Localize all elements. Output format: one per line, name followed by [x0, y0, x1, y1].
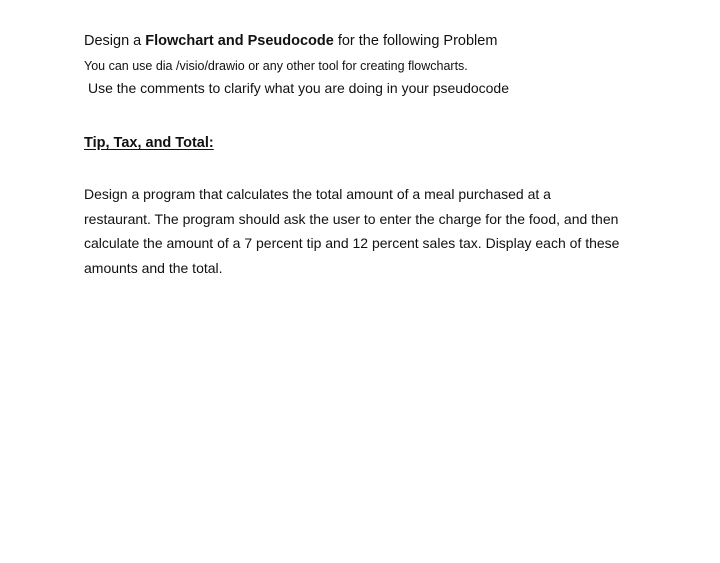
- heading-prefix: Design a: [84, 33, 146, 49]
- heading-bold-text: Flowchart and Pseudocode: [145, 33, 334, 49]
- assignment-heading: [84, 33, 497, 49]
- problem-line-3: calculate the amount of a 7 percent tip and 12 percent sales tax. Display each of these: [84, 235, 620, 251]
- problem-line-1: Design a program that calculates the total amount of a meal purchased at a: [84, 186, 551, 202]
- problem-description: [84, 182, 644, 280]
- comments-note: Use the comments to clarify what you are doing in your pseudocode: [88, 80, 510, 96]
- problem-line-2: restaurant. The program should ask the user to enter the charge for the food, and then: [84, 210, 619, 227]
- problem-title: Tip, Tax, and Total:: [84, 135, 214, 151]
- tools-note: You can use dia /visio/drawio or any other tool for creating flowcharts.: [84, 59, 468, 73]
- problem-line-4: amounts and the total.: [84, 259, 223, 276]
- heading-suffix: for the following Problem: [333, 33, 498, 49]
